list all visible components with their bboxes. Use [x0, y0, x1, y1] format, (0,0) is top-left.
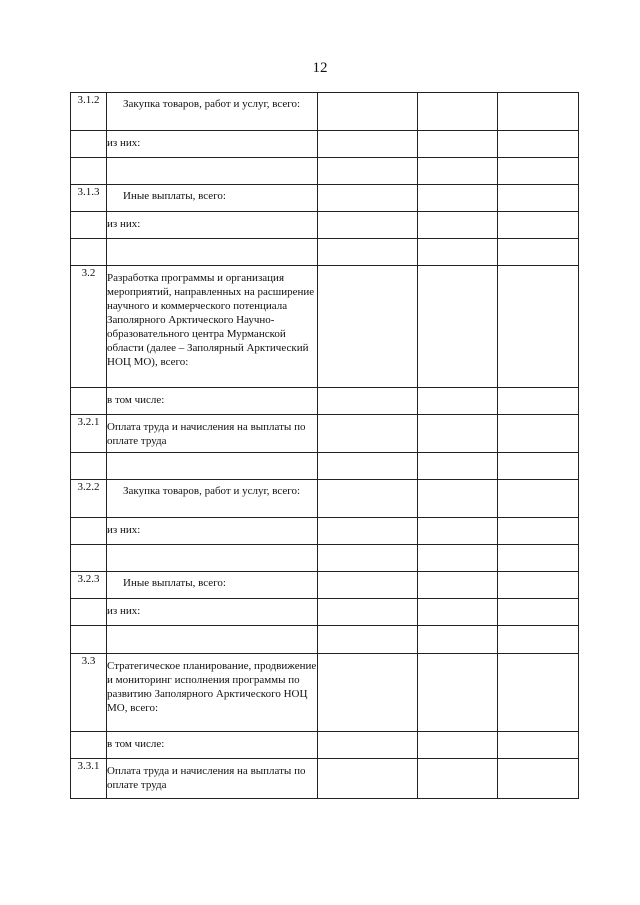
value-cell [318, 239, 418, 266]
value-cell [498, 266, 579, 388]
value-cell [418, 453, 498, 480]
value-cell [498, 480, 579, 518]
row-number [71, 388, 107, 415]
table-row [71, 266, 579, 388]
value-cell [418, 93, 498, 131]
value-cell [498, 93, 579, 131]
row-description: из них: [107, 518, 318, 545]
table-row [71, 388, 579, 415]
value-cell [318, 93, 418, 131]
value-cell [318, 266, 418, 388]
table-row [71, 453, 579, 480]
table-row [71, 759, 579, 799]
value-cell [498, 239, 579, 266]
row-description [107, 545, 318, 572]
value-cell [498, 158, 579, 185]
table-row [71, 131, 579, 158]
row-number: 3.2.3 [71, 572, 107, 599]
value-cell [498, 626, 579, 654]
value-cell [418, 654, 498, 732]
row-description: Иные выплаты, всего: [107, 572, 318, 599]
value-cell [418, 732, 498, 759]
row-number: 3.1.2 [71, 93, 107, 131]
row-number [71, 545, 107, 572]
value-cell [318, 388, 418, 415]
row-number [71, 626, 107, 654]
value-cell [498, 212, 579, 239]
value-cell [418, 626, 498, 654]
value-cell [418, 759, 498, 799]
value-cell [318, 415, 418, 453]
value-cell [418, 185, 498, 212]
table-row [71, 93, 579, 131]
table-row [71, 158, 579, 185]
value-cell [498, 388, 579, 415]
row-description [107, 453, 318, 480]
table-row [71, 572, 579, 599]
value-cell [498, 545, 579, 572]
value-cell [318, 626, 418, 654]
value-cell [318, 212, 418, 239]
row-number: 3.2 [71, 266, 107, 388]
value-cell [418, 518, 498, 545]
table-row [71, 480, 579, 518]
value-cell [498, 453, 579, 480]
table-row [71, 518, 579, 545]
row-description [107, 626, 318, 654]
row-description: в том числе: [107, 388, 318, 415]
value-cell [498, 654, 579, 732]
value-cell [318, 518, 418, 545]
value-cell [498, 185, 579, 212]
row-description: Оплата труда и начисления на выплаты по оплате труда [107, 415, 318, 453]
row-number [71, 212, 107, 239]
value-cell [418, 158, 498, 185]
value-cell [498, 759, 579, 799]
value-cell [318, 131, 418, 158]
table-row [71, 415, 579, 453]
table-row [71, 212, 579, 239]
value-cell [418, 545, 498, 572]
value-cell [318, 654, 418, 732]
row-description: Разработка программы и организация мероприятий, направленных на расширение научного и коммерческого потенциала Заполярного Арктического Научно-образовательного центра Мурманской области (далее – Заполярный Арктический НОЦ МО), всего: [107, 266, 318, 388]
value-cell [318, 158, 418, 185]
table-row [71, 545, 579, 572]
row-number: 3.3 [71, 654, 107, 732]
value-cell [498, 599, 579, 626]
row-description: Закупка товаров, работ и услуг, всего: [107, 93, 318, 131]
row-number [71, 732, 107, 759]
table-row [71, 239, 579, 266]
row-number [71, 131, 107, 158]
value-cell [418, 415, 498, 453]
row-description [107, 239, 318, 266]
row-description: Оплата труда и начисления на выплаты по оплате труда [107, 759, 318, 799]
row-description: Закупка товаров, работ и услуг, всего: [107, 480, 318, 518]
value-cell [498, 415, 579, 453]
value-cell [498, 131, 579, 158]
row-number: 3.3.1 [71, 759, 107, 799]
value-cell [318, 759, 418, 799]
value-cell [498, 518, 579, 545]
value-cell [418, 266, 498, 388]
row-description: из них: [107, 599, 318, 626]
row-number [71, 453, 107, 480]
value-cell [418, 388, 498, 415]
value-cell [498, 732, 579, 759]
value-cell [318, 599, 418, 626]
value-cell [418, 212, 498, 239]
row-description [107, 158, 318, 185]
table-row [71, 654, 579, 732]
row-description: из них: [107, 131, 318, 158]
table-row [71, 626, 579, 654]
row-description: из них: [107, 212, 318, 239]
row-description: Стратегическое планирование, продвижение и мониторинг исполнения программы по развитию Заполярного Арктического НОЦ МО, всего: [107, 654, 318, 732]
value-cell [418, 572, 498, 599]
row-number: 3.1.3 [71, 185, 107, 212]
row-number [71, 599, 107, 626]
table-row [71, 732, 579, 759]
value-cell [418, 239, 498, 266]
row-number: 3.2.2 [71, 480, 107, 518]
row-description: Иные выплаты, всего: [107, 185, 318, 212]
row-number [71, 239, 107, 266]
value-cell [418, 480, 498, 518]
page-number: 12 [312, 60, 328, 76]
row-number: 3.2.1 [71, 415, 107, 453]
value-cell [318, 572, 418, 599]
value-cell [318, 453, 418, 480]
value-cell [318, 732, 418, 759]
value-cell [318, 545, 418, 572]
row-number [71, 518, 107, 545]
row-number [71, 158, 107, 185]
value-cell [318, 480, 418, 518]
value-cell [418, 599, 498, 626]
value-cell [318, 185, 418, 212]
budget-table [70, 92, 579, 799]
value-cell [498, 572, 579, 599]
row-description: в том числе: [107, 732, 318, 759]
table-row [71, 185, 579, 212]
value-cell [418, 131, 498, 158]
table-row [71, 599, 579, 626]
